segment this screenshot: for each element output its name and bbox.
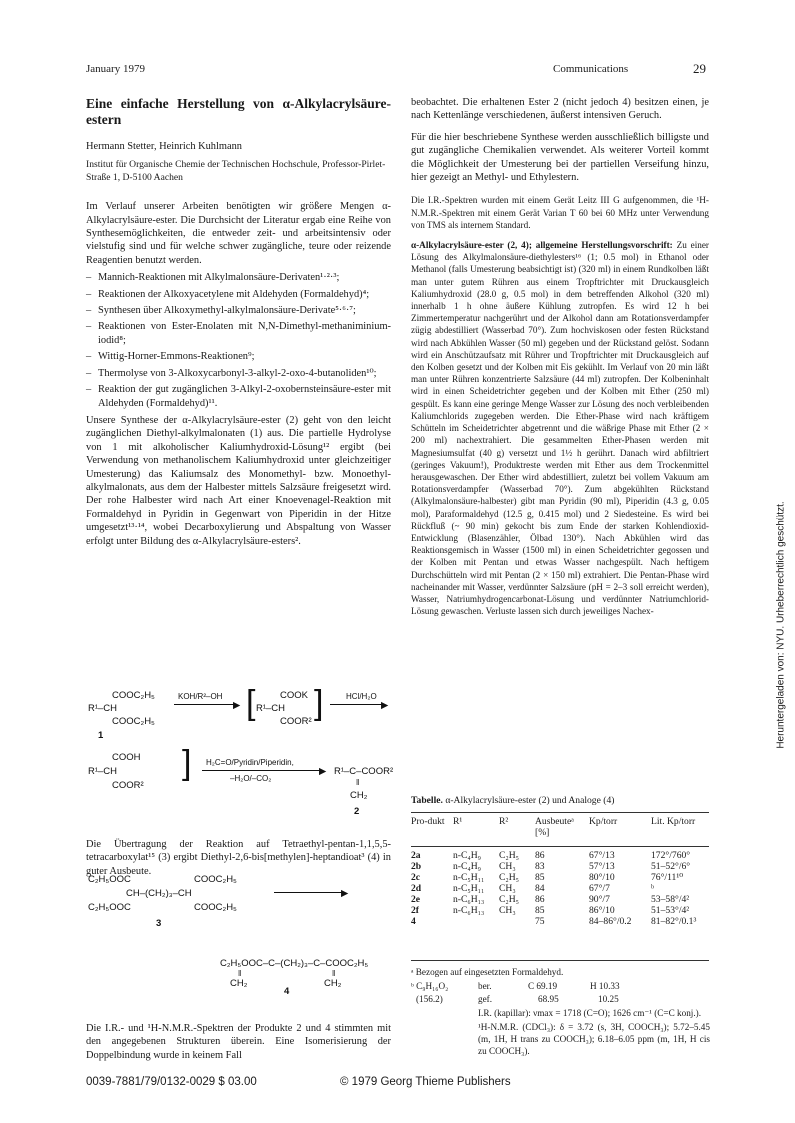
reaction-arrow bbox=[274, 892, 344, 893]
scheme1-cook: COOK bbox=[280, 690, 308, 701]
scheme1-half-cooh: COOH bbox=[112, 752, 141, 763]
table-cell: 83 bbox=[535, 861, 545, 872]
table-caption-text: α-Alkylacrylsäure-ester (2) und Analoge (4) bbox=[445, 795, 615, 806]
scheme1-mid-r1-ch: R¹–CH bbox=[256, 703, 286, 714]
right-column bbox=[411, 96, 709, 617]
reaction-scheme-1 bbox=[88, 684, 408, 825]
advantages-paragraph: Für die hier beschriebene Synthese werden ausschließlich billigste und gut zugängliche Chemikalien verwendet. Als weiterer Vorteil kommt die Möglichkeit der Umesterung bei der partiellen Verseifung hinzu, hier gezeigt an Methyl- und Ethylestern. bbox=[411, 131, 709, 184]
intro-paragraph: Im Verlauf unserer Arbeiten benötigten wir größere Mengen α-Alkylacrylsäure-ester. Die Durchsicht der Literatur ergab eine Reihe von Synthesemöglichkeiten, die entweder zeit- und arbeitsintensiv oder vielstufig sind und für welche schwer zugängliche, teure oder reizende Reagentien benutzt werden. bbox=[86, 201, 391, 266]
table-cell: n-C₆H₁₃ bbox=[453, 905, 485, 916]
bracket-right: ] bbox=[314, 684, 324, 722]
nmr-data: ¹H-N.M.R. (CDCl₃): δ = 3.72 (s, 3H, COOCH₃); 5.72–5.45 (m, 1H, H trans zu COOCH₃); 6.18–6.05 ppm (m, 1H, H cis zu COOCH₃). bbox=[478, 1022, 710, 1057]
scheme1-reagent-koh: KOH/R²–OH bbox=[178, 692, 223, 701]
table-cell: 57°/13 bbox=[589, 861, 615, 872]
table-row bbox=[411, 916, 715, 927]
table-cell: 172°/760° bbox=[651, 850, 691, 861]
scheme2-chain: CH–(CH₂)₃–CH bbox=[126, 888, 192, 899]
table-rule-top bbox=[411, 812, 709, 813]
scheme1-product: R¹–C–COOR² bbox=[334, 766, 394, 777]
scheme1-bottom-ester: COOC₂H₅ bbox=[112, 716, 155, 727]
table-cell: 2b bbox=[411, 861, 422, 872]
compound-label-2: 2 bbox=[354, 806, 360, 817]
header-page-number: 29 bbox=[693, 61, 706, 76]
table-caption-label: Tabelle. bbox=[411, 795, 443, 806]
table-footnote-a: ᵃ Bezogen auf eingesetzten Formaldehyd. bbox=[411, 967, 564, 977]
footnote-b-c-gef: 68.95 bbox=[538, 994, 559, 1004]
arrow-head: ▶ bbox=[233, 700, 241, 711]
table-cell: n-C₄H₉ bbox=[453, 850, 482, 861]
table-row bbox=[411, 850, 715, 861]
double-bond: ‖ bbox=[356, 778, 360, 787]
footnote-b-gef: gef. bbox=[478, 994, 493, 1004]
scheme1-half-r1-ch: R¹–CH bbox=[88, 766, 118, 777]
instruments-paragraph: Die I.R.-Spektren wurden mit einem Gerät Leitz III G aufgenommen, die ¹H-N.M.R.-Spektren mit einem Gerät Varian T 60 bei 60 MHz unter Verwendung von TMS als internem Standard. bbox=[411, 195, 709, 230]
reaction-arrow bbox=[330, 704, 384, 705]
download-watermark bbox=[774, 390, 788, 860]
table-cell: n-C₆H₁₃ bbox=[453, 894, 485, 905]
scheme2-product: C₂H₅OOC–C–(CH₂)₃–C–COOC₂H₅ bbox=[220, 958, 369, 969]
table-footnote-b-formula: ᵇ C₉H₁₆O₂ bbox=[411, 981, 449, 991]
table-cell: n-C₄H₉ bbox=[453, 861, 482, 872]
procedure-text: Zu einer Lösung des Alkylmalonsäure-diethylesters¹⁶ (1; 0.5 mol) in Ethanol oder Methanol (falls Umesterung beabsichtigt ist) (320 ml) in einem Rundkolben läßt man unter gutem Rühren aus einem Tropftrichter mit Druckausgleich Kaliumhydroxid (28.0 g, 0.5 mol) in dem betreffenden Alkohol (320 ml) innerhalb 1 h ohne äußere Kühlung zutropfen. Es wird 12 h bei Zimmertemperatur nachgerührt und der Alkohol dann am Rotationsverdampfer zügig abdestilliert (Wasserbad 70°). Zum hochviskosen oder festen Rückstand wird nach Abkühlen Wasser (50 ml) gegeben und der Rückstand gelöst. Sodann wird ein Anschützaufsatz mit Rührer und Tropftrichter mit Druckausgleich auf den Kolben gesetzt und der Kolben mit Eis gekühlt. Im Verlauf von 20 min läßt man unter Rühren konzentrierte Salzsäure (44 ml) zutropfen. Der Kolbeninhalt wird in einen Scheidetrichter gegeben und der Kolben mit Ether (250 ml) gespült. Es kann eine geringe Menge Wasser zur Lösung des noch verbleibenden Kaliumchlorids zugegeben werden. Die Ether-Phase wird nach kräftigem Schütteln im Scheidetrichter abgetrennt und die wäßrige Phase mit Ether (2 × 200 ml) nachextrahiert. Die gesammelten Ether-Phasen werden mit Magnesiumsulfat (40 g) versetzt und 1½ h gerührt. Danach wird abfiltriert (geringes Vakuum!), Produktreste werden mit Ether aus dem Trockenmittel herausgewaschen. Der Ether wird abdestilliert, zuletzt bei vollem Vakuum am Rotationsverdampfer (Wasserbad 70°). Zum abgekühlten Rückstand (Alkylmalonsäure-halbester) gibt man Pyridin (90 ml), Piperidin (4.3 g, 0.05 mol), Paraformaldehyd (12.5 g, 0.415 mol) und 2 Siedesteine. Es wird bei Rückfluß (~ 90 min) gekocht bis zum Ende der starken Kohlendioxid-Entwicklung (Blasenzähler, Ölbad 130°). Nach Abkühlen wird das Reaktionsgemisch in Wasser (1500 ml) in einen Scheidetrichter gegossen und der Kolben mit Pentan und etwas Wasser nachgespült. Nach heftigem Durchschütteln wird mit Pentan (2 × 150 ml) extrahiert. Die Pentan-Phase wird nacheinander mit Wasser, verdünnter Salzsäure (pH = 2–3 soll erreicht werden), Wasser, Natriumhydrogencarbonat-Lösung und verdünnter Natriumchlorid-Lösung gewaschen. Verluste lassen sich durch jeweiliges Nachex- bbox=[411, 240, 709, 617]
table-cell: 81–82°/0.1³ bbox=[651, 916, 697, 927]
scheme1-reagent-formaldehyde: H₂C=O/Pyridin/Piperidin, bbox=[206, 758, 294, 767]
table-cell bbox=[453, 916, 499, 927]
footnote-b-c-ber: C 69.19 bbox=[528, 981, 558, 991]
compound-label-1: 1 bbox=[98, 730, 104, 741]
arrow-head: ▶ bbox=[341, 888, 349, 899]
method-item: – Reaktionen von Ester-Enolaten mit N,N-Dimethyl-methaniminium-iodid⁸; bbox=[86, 320, 391, 347]
header-date: January 1979 bbox=[86, 63, 145, 75]
footnote-b-h-ber: H 10.33 bbox=[590, 981, 620, 991]
method-item: – Thermolyse von 3-Alkoxycarbonyl-3-alkyl-2-oxo-4-butanoliden¹⁰; bbox=[86, 367, 391, 380]
scheme2-ch2-left: CH₂ bbox=[230, 978, 248, 989]
footnote-b-h-gef: 10.25 bbox=[598, 994, 619, 1004]
scheme2-ester-bottom-left: C₂H₅OOC bbox=[88, 902, 131, 913]
footer-publisher: © 1979 Georg Thieme Publishers bbox=[340, 1076, 511, 1088]
table-cell: 86°/10 bbox=[589, 905, 615, 916]
table-cell: 67°/13 bbox=[589, 850, 615, 861]
table-cell: n-C₅H₁₁ bbox=[453, 872, 485, 883]
table-cell: 2c bbox=[411, 872, 421, 883]
table-cell: 85 bbox=[535, 905, 545, 916]
scheme1-reagent-elimination: –H₂O/–CO₂ bbox=[230, 774, 272, 783]
authors: Hermann Stetter, Heinrich Kuhlmann bbox=[86, 141, 242, 152]
table-cell: 67°/7 bbox=[589, 883, 610, 894]
method-item: – Reaktion der gut zugänglichen 3-Alkyl-2-oxobernsteinsäure-ester mit Aldehyden (Formaldehyd)¹¹. bbox=[86, 383, 391, 410]
reaction-arrow bbox=[202, 770, 322, 771]
double-bond: ‖ bbox=[332, 969, 336, 978]
watermark-text: Heruntergeladen von: NYU. Urheberrechtlich geschützt. bbox=[775, 501, 787, 749]
table-cell: 85 bbox=[535, 872, 545, 883]
methods-list bbox=[86, 271, 391, 410]
scheme1-half-coor2: COOR² bbox=[112, 780, 144, 791]
scheme2-ester-top-right: COOC₂H₅ bbox=[194, 874, 237, 885]
table-row bbox=[411, 883, 715, 894]
table-header-row bbox=[411, 816, 715, 838]
table-header: R² bbox=[499, 816, 509, 827]
method-item: – Synthesen über Alkoxymethyl-alkylmalonsäure-Derivate⁵·⁶·⁷; bbox=[86, 304, 391, 317]
method-item: – Mannich-Reaktionen mit Alkylmalonsäure-Derivaten¹·²·³; bbox=[86, 271, 391, 284]
compound-label-3: 3 bbox=[156, 918, 162, 929]
table-header: Kp/torr bbox=[589, 816, 618, 827]
table-cell: 2f bbox=[411, 905, 419, 916]
table-cell: C₂H₅ bbox=[499, 872, 520, 883]
table-header: R¹ bbox=[453, 816, 463, 827]
table-cell: 86 bbox=[535, 894, 545, 905]
footer-code: 0039-7881/79/0132-0029 $ 03.00 bbox=[86, 1076, 257, 1088]
synthesis-paragraph: Unsere Synthese der α-Alkylacrylsäure-ester (2) geht von den leicht zugänglichen Diethyl-alkylmalonaten (1) aus. Die partielle Hydrolyse von 1 mit alkoholischer Kaliumhydroxid-Lösung¹² ergibt (bei Verwendung von methanolischem Kaliumhydroxid unter gleichzeitiger Umesterung) das Kaliumsalz des Monomethyl- bzw. Monoethyl-alkylmalonats, aus dem der Halbester mittels Salzsäure freigesetzt wird. Der rohe Halbester wird nach Art einer Knoevenagel-Reaktion mit Formaldehyd in Pyridin in Gegenwart von Piperidin in der Hitze umgesetzt¹³·¹⁴, wobei Decarboxylierung und Abspaltung von Wasser erfolgt unter Bildung des α-Alkylacrylsäure-esters². bbox=[86, 414, 391, 547]
table-cell: 80°/10 bbox=[589, 872, 615, 883]
reaction-arrow bbox=[174, 704, 236, 705]
arrow-head: ▶ bbox=[319, 766, 327, 777]
table-cell: ᵇ bbox=[651, 883, 654, 894]
scheme2-ester-top-left: C₂H₅OOC bbox=[88, 874, 131, 885]
table-cell: 90°/7 bbox=[589, 894, 610, 905]
method-item: – Reaktionen der Alkoxyacetylene mit Aldehyden (Formaldehyd)⁴; bbox=[86, 288, 391, 301]
left-column bbox=[86, 96, 391, 548]
table-row bbox=[411, 905, 715, 916]
compound-label-4: 4 bbox=[284, 986, 290, 997]
scheme1-top-ester: COOC₂H₅ bbox=[112, 690, 155, 701]
procedure-paragraph bbox=[411, 239, 709, 617]
table-cell: CH₃ bbox=[499, 861, 516, 872]
table-cell: 84–86°/0.2 bbox=[589, 916, 632, 927]
transfer-paragraph: Die Übertragung der Reaktion auf Tetraethyl-pentan-1,1,5,5-tetracarboxylat¹⁵ (3) ergibt Diethyl-2,6-bis[methylen]-heptandioat³ (4) in guter Ausbeute. bbox=[86, 839, 391, 877]
table-cell: 86 bbox=[535, 850, 545, 861]
table-cell: 76°/11¹⁰ bbox=[651, 872, 684, 883]
scheme2-ester-bottom-right: COOC₂H₅ bbox=[194, 902, 237, 913]
table-rule-mid bbox=[411, 846, 709, 847]
table-cell: 53–58°/4² bbox=[651, 894, 690, 905]
bracket-right: ] bbox=[182, 744, 192, 782]
table-cell: 4 bbox=[411, 916, 416, 927]
table-cell: 2a bbox=[411, 850, 421, 861]
arrow-head: ▶ bbox=[381, 700, 389, 711]
odor-paragraph: beobachtet. Die erhaltenen Ester 2 (nicht jedoch 4) besitzen einen, je nach Kettenlänge verschiedenen, äußerst intensiven Geruch. bbox=[411, 97, 709, 122]
table-header: Ausbeuteᵃ [%] bbox=[535, 816, 574, 838]
scheme1-reagent-hcl: HCl/H₂O bbox=[346, 692, 377, 701]
table-header: Pro-dukt bbox=[411, 816, 445, 827]
table-cell: CH₃ bbox=[499, 883, 516, 894]
table-caption bbox=[411, 795, 711, 806]
table-cell: 51–52°/6° bbox=[651, 861, 691, 872]
table-cell: 2d bbox=[411, 883, 422, 894]
table-row bbox=[411, 861, 715, 872]
scheme1-product-ch2: CH₂ bbox=[350, 790, 368, 801]
institute: Institut für Organische Chemie der Technischen Hochschule, Professor-Pirlet-Straße 1, D-5100 Aachen bbox=[86, 159, 386, 183]
table-row bbox=[411, 894, 715, 905]
method-item: – Wittig-Horner-Emmons-Reaktionen⁹; bbox=[86, 350, 391, 363]
table-cell: C₂H₅ bbox=[499, 894, 520, 905]
table-rule-bottom bbox=[411, 960, 709, 961]
bracket-left: [ bbox=[246, 684, 256, 722]
footnote-b-mw: (156.2) bbox=[416, 994, 443, 1004]
table-cell: 2e bbox=[411, 894, 421, 905]
table-cell: CH₃ bbox=[499, 905, 516, 916]
scheme1-r1-ch: R¹–CH bbox=[88, 703, 118, 714]
table-body bbox=[411, 850, 715, 927]
table-row bbox=[411, 872, 715, 883]
table-cell: 84 bbox=[535, 883, 545, 894]
reaction-scheme-2 bbox=[88, 874, 408, 1004]
table-cell: n-C₅H₁₁ bbox=[453, 883, 485, 894]
footnote-b-ber: ber. bbox=[478, 981, 492, 991]
table-cell: C₂H₅ bbox=[499, 850, 520, 861]
table-header: Lit. Kp/torr bbox=[651, 816, 696, 827]
article-title: Eine einfache Herstellung von α-Alkylacrylsäure-estern bbox=[86, 96, 391, 127]
procedure-title: α-Alkylacrylsäure-ester (2, 4); allgemeine Herstellungsvorschrift: bbox=[411, 240, 673, 251]
double-bond: ‖ bbox=[238, 969, 242, 978]
header-journal: Communications bbox=[553, 63, 629, 75]
results-table bbox=[411, 816, 715, 838]
scheme2-ch2-right: CH₂ bbox=[324, 978, 342, 989]
table-cell bbox=[499, 916, 535, 927]
table-cell: 75 bbox=[535, 916, 545, 927]
table-cell: 51–53°/4² bbox=[651, 905, 690, 916]
scheme1-coor2: COOR² bbox=[280, 716, 312, 727]
spectra-paragraph: Die I.R.- und ¹H-N.M.R.-Spektren der Produkte 2 und 4 stimmten mit den angegebenen Strukturen überein. Eine Isomerisierung der Doppelbindung wurde in keinem Fall bbox=[86, 1023, 391, 1061]
ir-data: I.R. (kapillar): νmax = 1718 (C=O); 1626 cm⁻¹ (C=C konj.). bbox=[478, 1008, 702, 1018]
